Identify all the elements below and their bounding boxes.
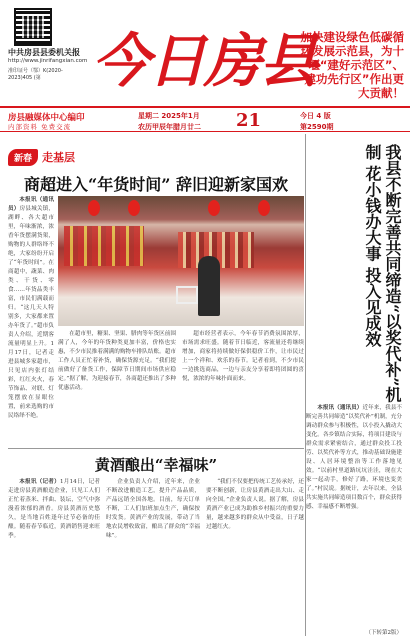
story1-column-2 (58, 330, 176, 446)
continued-note: （下转第2版） (365, 630, 402, 636)
story1-column-1 (8, 196, 54, 446)
shopper-figure (198, 256, 220, 316)
internal-note: 内部资料 免费交流 (8, 123, 72, 131)
supermarket-photo (58, 196, 304, 326)
story2-headline[interactable]: 黄酒酿出“幸福味” (94, 456, 218, 474)
story3-headline[interactable]: 我县不断完善共同缔造“以奖代补”机制 花小钱办大事 投入见成效 (363, 144, 402, 403)
main-column (8, 148, 304, 194)
story1-byline: 本报讯（通讯员） (8, 197, 54, 212)
website-url[interactable]: http://www.jinrifangxian.com (8, 58, 88, 64)
story2-column-2 (106, 478, 200, 638)
story2-col3-text: “我们不仅要把传统工艺传承好，还要不断创新，让房县黄酒走出大山、走向全国。”企业负责人说。据了解，房县黄酒产业已成为助推乡村振兴的重要力量，越来越多的群众从中受益，日子越过越红火。 (206, 479, 304, 530)
info-bar (0, 106, 410, 132)
lantern-icon (88, 200, 100, 216)
story3-body (306, 404, 402, 636)
photo-shelf-left (64, 226, 144, 266)
lantern-icon (208, 200, 220, 216)
section-name: 走基层 (42, 151, 76, 164)
section-badge: 新春 (8, 149, 38, 166)
story2-column-3 (206, 478, 304, 638)
issue-number: 第2590期 (300, 123, 334, 131)
story1-column-3 (182, 330, 304, 446)
promo-text: 加快建设绿色低碳循环发展示范县，为十堰“建好示范区”、建功先行区”作出更大贡献！ (300, 30, 404, 100)
permit-number: 准印证号（鄂）K(2020-2023)405 (第 (8, 68, 63, 81)
day-number: 21 (236, 110, 262, 131)
story1-col3-text: 超市经营者表示，今年春节消费氛围浓厚，市场需求旺盛。随着节日临近，客流量还将继续增加，商家将持续做好保供稳价工作，让市民过上一个祥和、欢乐的春节。记者看到，不少市民一边挑选商品，一边与亲友分享着即将团圆的喜悦，浓浓的年味扑面而来。 (182, 331, 304, 382)
story2-column-1 (8, 478, 100, 638)
divider-horizontal (8, 448, 304, 449)
story2-col1-text: 1月14日，记者走进房县黄酒酿造企业，只见工人们正忙着蒸米、拌曲、装坛，空气中弥漫着浓郁的酒香。房县黄酒历史悠久，是当地百姓逢年过节必备的佳酿。随着春节临近，黄酒销售迎来旺季。 (8, 479, 100, 539)
lantern-icon (258, 200, 270, 216)
masthead-left (8, 8, 86, 108)
newspaper-title (92, 24, 317, 98)
story3-text: 近年来，我县不断完善共同缔造“以奖代补”机制，充分调动群众参与积极性，以小投入撬动大变化。各乡镇结合实际，将项目建设与群众需求紧密结合，通过群众投工投劳、以奖代补等方式，推动基础设施建设、人居环境整治等工作落地见效。“以前村里道路坑坑洼洼，现在大家一起动手，修好了路，环境也变美了。”村民说。据统计，去年以来，全县共实施共同缔造项目数百个，群众获得感、幸福感不断增强。 (306, 405, 402, 510)
story2-byline: 本报讯（记者） (19, 479, 60, 485)
story2-col2-text: 企业负责人介绍，近年来，企业不断改进酿造工艺，提升产品品质，产品远销全国各地。目前，每天订单不断，工人们加班加点生产，确保按时发货。黄酒产业的发展，带动了当地农民增收致富，酿出了群众的“幸福味”。 (106, 479, 200, 539)
shopping-cart-icon (176, 286, 198, 304)
section-tag (8, 148, 304, 166)
page-count: 今日 4 版 (300, 112, 331, 120)
date-gregorian: 星期二 2025年1月 (138, 112, 200, 120)
story3-byline: 本报讯（通讯员） (317, 405, 363, 411)
right-column (306, 134, 402, 636)
story1-col1-text: 房县城关镇，湖畔、各大超市里，年味渐浓，浓香年货摆满货架，购物的人群络绎不绝，大家纷纷开启了“年货时间”。在商超中，蔬菜、肉类、干货、零食……年货品类丰富，市民们满载而归。“这几天人特别多，大家都来置办年货了。”超市负责人介绍，近期客流量明显上升。1月17日，记者走进县城多家超市，只见店内张灯结彩，红红火火，春节饰品、对联、灯笼摆放在显眼位置，前来选购的市民络绎不绝。 (8, 206, 54, 419)
story1-col2-text: 在超市里，糖果、坚果、腊肉等年货区前围满了人，今年的年货种类更加丰富，价格也实惠，不少市民推着满满的购物车排队结账。超市工作人员正忙着补货，确保货源充足。“我们提前做好了备货工作，保障节日期间市场供应稳定。”据了解，为迎接春节，各商超还推出了多种优惠活动。 (58, 331, 176, 391)
media-center-name: 房县融媒体中心编印 (8, 113, 85, 123)
qr-code-icon (14, 8, 52, 46)
story1-headline[interactable]: 商超进入“年货时间” 辞旧迎新家国欢 (24, 175, 288, 194)
lantern-icon (128, 200, 140, 216)
publisher-org: 中共房县县委机关报 (8, 48, 80, 57)
date-lunar: 农历甲辰年腊月廿二 (138, 123, 201, 131)
title-calligraphy: 今日房县 (92, 27, 317, 95)
